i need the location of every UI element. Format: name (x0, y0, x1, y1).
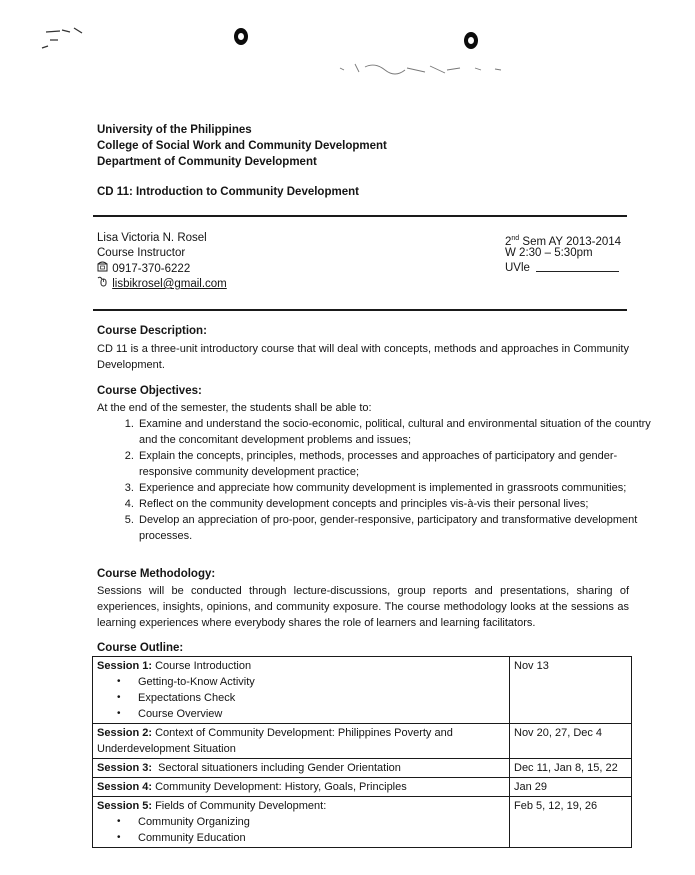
session-cell (93, 724, 510, 759)
session-cell (93, 657, 510, 724)
punch-hole-right (464, 32, 478, 49)
venue-blank (536, 271, 619, 272)
instructor-email-line (97, 276, 227, 292)
session-label: Session 2: (97, 727, 153, 739)
list-item: • Getting-to-Know Activity (138, 674, 505, 690)
session-title: Context of Community Development: Philippines Poverty and Underdevelopment Situation (97, 727, 453, 755)
session-bullets (97, 674, 505, 722)
semester-text: Sem AY 2013-2014 (519, 235, 622, 248)
session-cell (93, 759, 510, 778)
description-text: CD 11 is a three-unit introductory course that will deal with concepts, methods and approaches in Community Development. (97, 343, 629, 371)
session-label: Session 5: (97, 800, 153, 812)
table-row (93, 657, 632, 724)
session-title: Course Introduction (152, 660, 252, 672)
objective-item: 5. Develop an appreciation of pro-poor, gender-responsive, participatory and transformative development processes. (137, 512, 657, 544)
session-date: Nov 20, 27, Dec 4 (510, 724, 632, 759)
instructor-phone: 0917-370-6222 (112, 263, 191, 275)
list-item: • Community Organizing (138, 814, 505, 830)
semester-suffix: nd (511, 235, 520, 242)
description-heading: Course Description: (97, 325, 207, 337)
table-row (93, 724, 632, 759)
session-title: Sectoral situationers including Gender Orientation (152, 762, 401, 774)
course-title: CD 11: Introduction to Community Development (97, 186, 359, 198)
instructor-name: Lisa Victoria N. Rosel (97, 232, 207, 244)
department-name: Department of Community Development (97, 156, 317, 168)
objective-item: 1. Examine and understand the socio-economic, political, cultural and environmental situation of the country and the concomitant development problems and issues; (137, 416, 657, 448)
objective-item: 2. Explain the concepts, principles, methods, processes and approaches of participatory and gender-responsive community development practice; (137, 448, 657, 480)
session-title: Fields of Community Development: (152, 800, 327, 812)
phone-icon (97, 261, 109, 277)
class-time: W 2:30 – 5:30pm (505, 247, 593, 259)
objective-item: 4. Reflect on the community development concepts and principles vis-à-vis their personal lives; (137, 496, 657, 512)
session-label: Session 4: (97, 781, 153, 793)
table-row (93, 778, 632, 797)
college-name: College of Social Work and Community Development (97, 140, 387, 152)
table-row (93, 797, 632, 848)
session-cell (93, 797, 510, 848)
instructor-phone-line (97, 261, 190, 277)
divider-bottom (93, 309, 627, 311)
instructor-role: Course Instructor (97, 247, 186, 259)
mouse-icon (97, 276, 109, 292)
session-bullets (97, 814, 505, 846)
session-date: Nov 13 (510, 657, 632, 724)
objective-item: 3. Experience and appreciate how community development is implemented in grassroots communities; (137, 480, 657, 496)
divider-top (93, 215, 627, 217)
list-item: • Expectations Check (138, 690, 505, 706)
session-label: Session 1: (97, 660, 153, 672)
table-row (93, 759, 632, 778)
session-cell (93, 778, 510, 797)
objectives-intro: At the end of the semester, the students shall be able to: (97, 402, 372, 414)
semester-number: 2 (505, 235, 512, 248)
objectives-list (97, 416, 657, 544)
session-date: Dec 11, Jan 8, 15, 22 (510, 759, 632, 778)
university-name: University of the Philippines (97, 124, 252, 136)
handwritten-mark (40, 20, 90, 44)
faint-stamp-mark (335, 58, 515, 80)
venue-label: UVle (505, 262, 530, 274)
methodology-heading: Course Methodology: (97, 568, 216, 580)
list-item: • Course Overview (138, 706, 505, 722)
session-date: Jan 29 (510, 778, 632, 797)
session-label: Session 3: (97, 762, 153, 774)
objectives-heading: Course Objectives: (97, 385, 202, 397)
instructor-email[interactable]: lisbikrosel@gmail.com (112, 278, 227, 290)
course-outline-table (92, 656, 632, 848)
session-title: Community Development: History, Goals, Principles (152, 781, 407, 793)
list-item: • Community Education (138, 830, 505, 846)
punch-hole-left (234, 28, 248, 45)
methodology-text: Sessions will be conducted through lecture-discussions, group reports and presentations, sharing of experiences, insights, opinions, and community exposure. The course methodology looks at the sessions as learning experiences where everybody shares the role of learners and learning facilitators. (97, 585, 629, 629)
venue-line (505, 261, 619, 276)
session-date: Feb 5, 12, 19, 26 (510, 797, 632, 848)
outline-heading: Course Outline: (97, 642, 184, 654)
